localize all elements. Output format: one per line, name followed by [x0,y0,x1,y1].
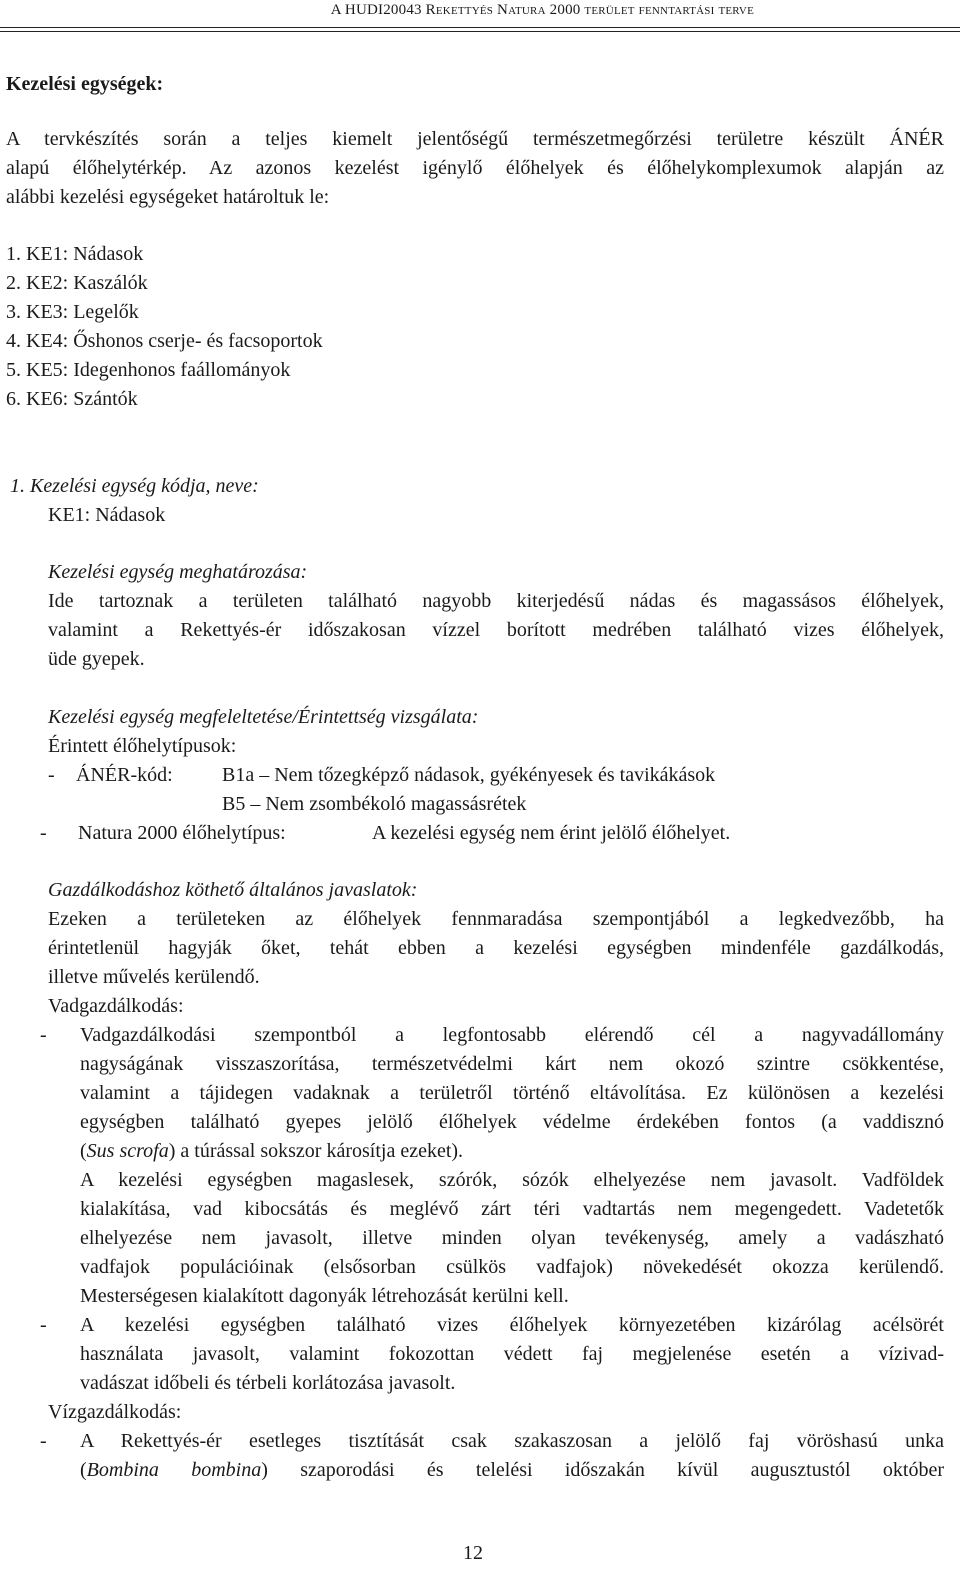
game-item-line: A kezelési egységben magaslesek, szórók, sózók elhelyezése nem javasolt. Vadföldek [80,1169,944,1191]
game-item-line: vadászat időbeli és térbeli korlátozása javasolt. [80,1372,456,1394]
game-item-line: Mesterségesen kialakított dagonyák létrehozását kerülni kell. [80,1285,569,1307]
water-management-label: Vízgazdálkodás: [48,1401,182,1423]
unit-list-item: 3. KE3: Legelők [6,301,139,323]
game-management-label: Vadgazdálkodás: [48,995,184,1017]
water-dash: - [40,1430,47,1452]
definition-line: üde gyepek. [48,648,145,670]
header-rule [0,27,960,28]
species-name: Bombina bombina [86,1459,262,1481]
aner-code-value: B1a – Nem tőzegképző nádasok, gyékényesek és tavikákások [222,764,716,786]
unit-list-item: 2. KE2: Kaszálók [6,272,148,294]
compliance-label: Kezelési egység megfeleltetése/Érintettség vizsgálata: [48,706,479,728]
game-item-line: A kezelési egységben található vizes élőhelyek környezetében kizárólag acélsörét [80,1314,944,1336]
unit-code-value: KE1: Nádasok [48,504,166,526]
natura-label: Natura 2000 élőhelytípus: [78,822,286,844]
game-item-line: nagyságának visszaszorítása, természetvédelmi kárt nem okozó szintre csökkentése, [80,1053,944,1075]
farming-line: illetve művelés kerülendő. [48,966,260,988]
section-heading: Kezelési egységek: [6,73,164,95]
intro-line: alábbi kezelési egységeket határoltuk le: [6,186,330,208]
line-rest: ) a túrással sokszor károsítja ezeket). [168,1140,464,1162]
definition-label: Kezelési egység meghatározása: [48,561,308,583]
paren-open: ( [80,1459,87,1481]
farming-line: Ezeken a területeken az élőhelyek fennmaradása szempontjából a legkedvezőbb, ha [48,908,944,930]
natura-value: A kezelési egység nem érint jelölő élőhelyet. [372,822,731,844]
line-rest: ) szaporodási és telelési időszakán kívül augusztustól október [261,1459,945,1481]
aner-code-label: ÁNÉR-kód: [76,764,173,786]
intro-line: A tervkészítés során a teljes kiemelt jelentőségű természetmegőrzési területre készült ÁNÉR [6,128,944,150]
affected-habitats-label: Érintett élőhelytípusok: [48,735,237,757]
farming-line: érintetlenül hagyják őket, tehát ebben a kezelési egységben mindenféle gazdálkodás, [48,937,944,959]
water-item-line: A Rekettyés-ér esetleges tisztítását csak szakaszosan a jelölő faj vöröshasú unka [80,1430,944,1452]
game-item-line [80,1137,463,1166]
aner-code-value: B5 – Nem zsombékoló magassásrétek [222,793,527,815]
game-item-line: valamint a tájidegen vadaknak a területről történő eltávolítása. Ez különösen a kezelési [80,1082,944,1104]
game-item-line: vadfajok populációinak (elsősorban csülkös vadfajok) növekedését okozza kerülendő. [80,1256,944,1278]
header-rule-second [0,31,960,32]
unit-code-label: 1. Kezelési egység kódja, neve: [10,475,259,497]
water-item-line [80,1456,944,1485]
unit-list-item: 1. KE1: Nádasok [6,243,144,265]
game-item-line: elhelyezése nem javasolt, illetve minden olyan tevékenység, amely a vadászható [80,1227,944,1249]
unit-list-item: 4. KE4: Őshonos cserje- és facsoportok [6,330,323,352]
unit-list-item: 6. KE6: Szántók [6,388,138,410]
running-header [331,2,754,19]
definition-line: Ide tartoznak a területen található nagyobb kiterjedésű nádas és magassásos élőhelyek, [48,590,944,612]
running-header-title: A HUDI20043 Rekettyés Natura 2000 terület fenntartási terve [330,2,754,18]
page-number: 12 [463,1542,483,1564]
game-item-line: használata javasolt, valamint fokozottan védett faj megjelenése esetén a vízivad- [80,1343,944,1365]
definition-line: valamint a Rekettyés-ér időszakosan vízzel borított medrében található vizes élőhelyek, [48,619,944,641]
game-item-line: egységben található gyepes jelölő élőhelyek védelme érdekében fontos (a vaddisznó [80,1111,944,1133]
game-dash: - [40,1314,47,1336]
species-name: Sus scrofa [86,1140,169,1162]
paren-open: ( [80,1140,87,1162]
farming-label: Gazdálkodáshoz köthető általános javaslatok: [48,879,418,901]
game-dash: - [40,1024,47,1046]
unit-list-item: 5. KE5: Idegenhonos faállományok [6,359,291,381]
aner-dash: - [48,764,55,786]
game-item-line: kialakítása, vad kibocsátás és meglévő zárt téri vadtartás nem megengedett. Vadetetők [80,1198,944,1220]
game-item-line: Vadgazdálkodási szempontból a legfontosabb elérendő cél a nagyvadállomány [80,1024,944,1046]
intro-line: alapú élőhelytérkép. Az azonos kezelést igénylő élőhelyek és élőhelykomplexumok alapján az [6,157,944,179]
natura-dash: - [40,822,47,844]
